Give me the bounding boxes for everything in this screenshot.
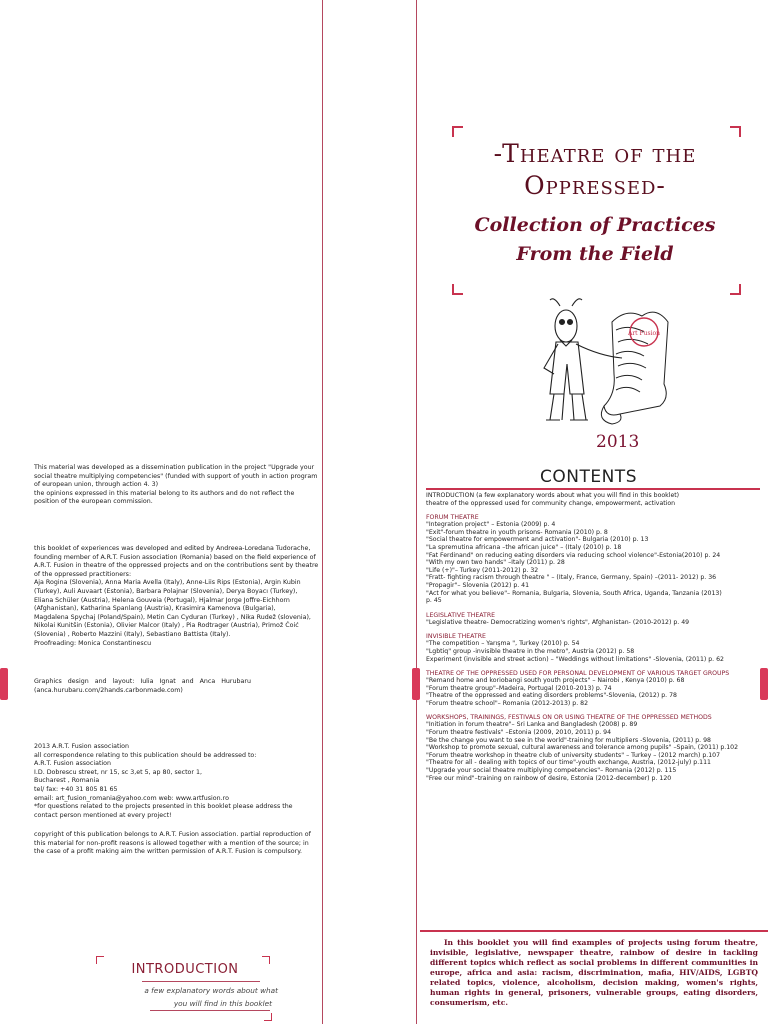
cover-subtitle-line1: Collection of Practices xyxy=(474,214,716,236)
contents-rule xyxy=(426,488,760,490)
page-tab-middle xyxy=(412,668,420,700)
intro-box-rule xyxy=(420,930,768,932)
contents-item[interactable]: "La spremutina africana –the african juice" – (Italy (2010) p. 18 xyxy=(426,543,622,551)
contents-item[interactable]: "Remand home and koriobangi south youth projects" – Nairobi , Kenya (2010) p. 68 xyxy=(426,677,685,685)
cover-illustration xyxy=(520,294,700,434)
intro-label[interactable]: INTRODUCTION xyxy=(131,962,239,977)
intro-sub-1: a few explanatory words about what xyxy=(144,986,278,995)
contact-line: contact person mentioned at every project! xyxy=(34,811,172,819)
contents-list xyxy=(426,492,764,782)
contents-section-title[interactable]: INVISIBLE THEATRE xyxy=(426,633,486,641)
contents-item[interactable]: "Fat Ferdinand" on reducing eating disorders via reducing school violence"-Estonia(2010) p. 24 xyxy=(426,551,721,559)
contents-intro-line: theatre of the oppressed used for community change, empowerment, activation xyxy=(426,499,676,507)
contents-item[interactable]: "Act for what you believe"– Romania, Bulgaria, Slovenia, South Africa, Uganda, Tanzania (2013) xyxy=(426,589,722,597)
contents-item[interactable]: "Forum theatre group"–Madeira, Portugal (2010-2013) p. 74 xyxy=(426,684,612,692)
contents-item[interactable]: "Upgrade your social theatre multiplying competencies"– Romania (2012) p. 115 xyxy=(426,767,677,775)
contents-item[interactable]: "Forum theatre workshop in theatre club of university students" – Turkey – (2012 march) p.107 xyxy=(426,751,721,759)
graphics-line: Graphics design and layout: Iulia Ignat and Anca Hurubaru xyxy=(34,678,251,685)
contents-section-title[interactable]: LEGISLATIVE THEATRE xyxy=(426,611,496,619)
fold-line-left xyxy=(322,0,323,1024)
contents-section-title[interactable]: WORKSHOPS, TRAININGS, FESTIVALS ON OR USING THEATRE OF THE OPPRESSED METHODS xyxy=(426,714,712,722)
graphics-credit xyxy=(34,678,344,695)
info-line: This material was developed as a dissemination publication in the project "Upgrade your xyxy=(34,464,315,471)
contents-item[interactable]: "Workshop to promote sexual, cultural awareness and tolerance among pupils" –Spain, (2011) p.102 xyxy=(426,744,739,752)
contents-item[interactable]: "With my own two hands" –Italy (2011) p. 28 xyxy=(426,559,565,567)
contents-item[interactable]: "Life (+)"– Turkey (2011-2012) p. 32 xyxy=(426,566,539,574)
info-line: the opinions expressed in this material belong to its authors and do not reflect the xyxy=(34,489,295,497)
info-line: of european union, through action 4. 3) xyxy=(34,481,159,489)
contents-section-title[interactable]: THEATRE OF THE OPPRESSED USED FOR PERSONAL DEVELOPMENT OF VARIOUS TARGET GROUPS xyxy=(426,670,730,678)
intro-rule xyxy=(142,981,260,982)
contents-item[interactable]: "Legislative theatre- Democratizing women's rights", Afghanistan- (2010-2012) p. 49 xyxy=(426,618,690,626)
credits-line: Aja Rogina (Slovenia), Anna Maria Avella (Italy), Anne-Liis Rips (Estonia), Argin Kubin xyxy=(34,579,301,587)
intro-corner-tr xyxy=(262,956,270,964)
contents-item[interactable]: "Fratt- fighting racism through theatre " – (Italy, France, Germany, Spain) –(2011- 2012) p. 36 xyxy=(426,574,717,582)
contact-line: Bucharest , Romania xyxy=(34,777,100,785)
contact-line: tel/ fax: +40 31 805 81 65 xyxy=(34,785,118,793)
credits xyxy=(34,545,344,648)
cover-corner-tl xyxy=(452,126,463,137)
contents-item[interactable]: "Lgbtiq" group -invisible theatre in the metro", Austria (2012) p. 58 xyxy=(426,647,635,655)
fold-line-right xyxy=(416,0,417,1024)
copyright-line: this material for non-profit reasons is allowed together with a mention of the source; in xyxy=(34,839,309,847)
contents-heading: CONTENTS xyxy=(540,467,637,487)
credits-line: Magdalena Spychaj (Poland/Spain), Metin Can Cyduran (Turkey) , Nika Rudež (slovenia), xyxy=(34,613,311,621)
contents-item[interactable]: "Free our mind"–training on rainbow of desire, Estonia (2012-december) p. 120 xyxy=(426,774,672,782)
contents-item[interactable]: "Forum theatre school"– Romania (2012-2013) p. 82 xyxy=(426,699,589,707)
cover-corner-bl xyxy=(452,284,463,295)
contents-item[interactable]: "Exit"-forum theatre in youth prisons- Romania (2010) p. 8 xyxy=(426,528,608,536)
contents-section-title[interactable]: FORUM THEATRE xyxy=(426,514,479,522)
credits-line: A.R.T. Fusion in theatre of the oppressed projects and on the contributions sent by theatre xyxy=(34,562,319,570)
credits-line: Eliana Schüler (Austria), Helena Gouveia (Portugal), Hjalmar Jorge Joffre-Eichhorn xyxy=(34,596,290,604)
contents-intro-line: INTRODUCTION (a few explanatory words about what you will find in this booklet) xyxy=(426,492,680,499)
contents-item[interactable]: p. 45 xyxy=(426,597,442,605)
contact-line: A.R.T. Fusion association xyxy=(34,760,112,768)
info-line: position of the european commission. xyxy=(34,498,153,506)
intro-text: In this booklet you will find examples of projects using forum theatre, invisible, legislative, newspaper theatre, rainbow of desire in tackling different topics which reflect as social problems in different communities in europe, africa and asia: racism, discrimination, mafia, HIV/AIDS, LGBTQ related topics, violence, alcoholism, decision making, women's rights, human rights in general, prisoners, vulnerable groups, eating disorders, consumerism, etc. xyxy=(430,938,758,1007)
contents-item[interactable]: "Be the change you want to see in the world"-training for multipliers -Slovenia, (2011) p. 98 xyxy=(426,736,711,744)
intro-underline xyxy=(150,1010,270,1011)
credits-line: Nikolai Kunitšin (Estonia), Olivier Malcor (Italy) , Pia Rodtrager (Austria), Primož Ćoić xyxy=(34,622,299,630)
credits-line: this booklet of experiences was developed and edited by Andreea-Loredana Tudorache, xyxy=(34,545,311,552)
project-info xyxy=(34,464,344,507)
contents-item[interactable]: "Propagir"– Slovenia (2012) p. 41 xyxy=(426,581,530,589)
intro-corner-tl xyxy=(96,956,104,964)
contents-item[interactable]: "Theatre of the oppressed and eating disorders problems"-Slovenia, (2012) p. 78 xyxy=(426,692,677,700)
contents-item[interactable]: "The competition – Yarışma ", Turkey (2010) p. 54 xyxy=(426,640,580,648)
credits-line: founding member of A.R.T. Fusion association (Romania) based on the field experience of xyxy=(34,553,316,561)
copyright-line: copyright of this publication belongs to A.R.T. Fusion association. partial reproduction of xyxy=(34,831,311,838)
cover-corner-tr xyxy=(730,126,741,137)
contact-line: all correspondence relating to this publication should be addressed to: xyxy=(34,751,257,759)
intro-sub-2: you will find in this booklet xyxy=(173,999,272,1008)
cover-corner-br xyxy=(730,284,741,295)
scroll-stamp-text: Art Fusion xyxy=(627,330,661,337)
copyright xyxy=(34,831,344,857)
contents-item[interactable]: "Integration project" – Estonia (2009) p. 4 xyxy=(426,521,556,529)
page-tab-left xyxy=(0,668,8,700)
contents-item[interactable]: Experiment (invisible and street action) – "Weddings without limitations" -Slovenia, (2011) p. 62 xyxy=(426,655,724,663)
cover-year: 2013 xyxy=(596,432,640,452)
contact-line: 2013 A.R.T. Fusion association xyxy=(34,743,130,750)
contact-info xyxy=(34,743,344,820)
credits-line: Proofreading: Monica Constantinescu xyxy=(34,639,152,647)
contact-line: email: art_fusion_romania@yahoo.com web: www.artfusion.ro xyxy=(34,794,229,802)
info-line: social theatre multiplying competencies" (funded with support of youth in action program xyxy=(34,472,318,480)
cover-title-line2: Oppressed- xyxy=(524,171,666,200)
cover-title-line1: -Theatre of the xyxy=(493,139,697,168)
contact-line: *for questions related to the projects presented in this booklet please address the xyxy=(34,803,293,811)
copyright-line: the case of a profit making aim the written permission of A.R.T. Fusion is compulsory. xyxy=(34,848,303,856)
contents-item[interactable]: "Theatre for all - dealing with topics of our time"-youth exchange, Austria, (2012-july) p.111 xyxy=(426,759,711,767)
graphics-link[interactable]: (anca.hurubaru.com/2hands.carbonmade.com) xyxy=(34,686,183,694)
contact-line: I.D. Dobrescu street, nr 15, sc 3,et 5, ap 80, sector 1, xyxy=(34,768,203,776)
actor-figure xyxy=(544,299,622,420)
credits-line: (Slovenia) , Roberto Mazzini (Italy), Sebastiano Battista (Italy). xyxy=(34,630,231,638)
cover-subtitle-line2: From the Field xyxy=(516,243,674,265)
contents-item[interactable]: "Forum theatre festivals" –Estonia (2009, 2010, 2011) p. 94 xyxy=(426,729,612,737)
intro-corner-br xyxy=(264,1013,272,1021)
contents-item[interactable]: "Initiation in forum theatre"– Sri Lanka and Bangladesh (2008) p. 89 xyxy=(426,721,638,729)
credits-line: (Afghanistan), Katharina Spanlang (Austria), Krasimira Kamenova (Bulgaria), xyxy=(34,605,276,613)
contents-item[interactable]: "Social theatre for empowerment and activation"- Bulgaria (2010) p. 13 xyxy=(426,536,649,544)
credits-line: (Turkey), Auli Auvaart (Estonia), Barbara Polajnar (Slovenia), Derya Boyacı (Turkey), xyxy=(34,587,298,595)
credits-line: of the oppressed practitioners: xyxy=(34,570,132,578)
